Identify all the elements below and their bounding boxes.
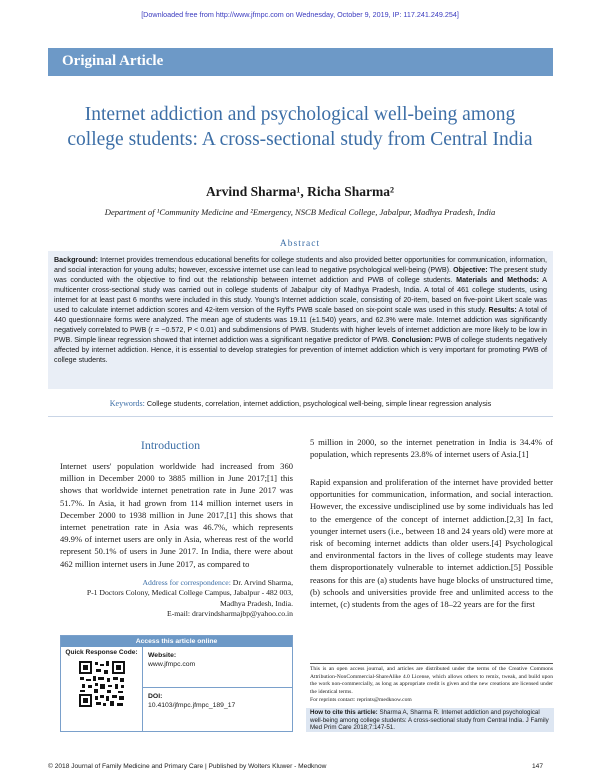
- website-cell: [143, 647, 292, 688]
- intro-paragraph-left: Internet users' population worldwide had increased from 360 million in December 2000 to 3885 million in June 2017;[1] this shows that worldwide internet penetration rate in June 2017 was 51.7%. In Asia, it had grown from 114 million internet users in December 2000 to 1938 million in June 2017,[1] this shows that internet penetration rate in Asia was 46.7%, which represents 49.9% of internet users are only in Asia, whereas rest of the world represent 50.1% of users in June 2017. In India, there were about 462 million internet users in June 2017, as compared to: [60, 461, 293, 569]
- keywords-text: College students, correlation, internet addiction, psychological well-being, simple linear regression analysis: [146, 399, 492, 408]
- citation-text: Sharma A, Sharma R. Internet addiction and psychological well-being among college students: A cross-sectional study from Central India. J Family Med Prim Care 2018;7:147-51.: [310, 709, 549, 732]
- introduction-heading: Introduction: [140, 438, 201, 452]
- conclusion-label: Conclusion:: [391, 336, 433, 345]
- keywords-line: [48, 399, 553, 408]
- doi-cell: [143, 688, 292, 730]
- section-divider: [48, 416, 553, 417]
- reprints-contact: For reprints contact: reprints@medknow.com: [310, 697, 412, 703]
- correspondence-address-2: Madhya Pradesh, India.: [219, 598, 293, 608]
- methods-text: A multicenter cross-sectional study was carried out in college students of Jabalpur city of Madhya Pradesh, India. A total of 461 college students, using internet for at least past 6 months were included in this study. Young's Internet addiction scale, consisting of 20-item, based on five-point Likert scale was used to calculate internet addiction scores and 42-item version of the Ryff's PWB scale based on six-point scale was used in this study.: [54, 276, 547, 315]
- website-label: Website:: [148, 652, 177, 659]
- abstract-heading: Abstract: [279, 239, 321, 249]
- correspondence-block: [60, 578, 293, 619]
- download-banner: [Downloaded free from http://www.jfmpc.com on Wednesday, October 9, 2019, IP: 117.241.249.254]: [141, 10, 459, 19]
- objective-label: Objective:: [453, 266, 488, 275]
- conclusion-text: PWB of college students negatively affected by internet addiction. Hence, it is essential to develop strategies for prevention of internet addiction which is very important for promoting PWB of college students.: [54, 336, 548, 365]
- footer-copyright: © 2018 Journal of Family Medicine and Primary Care | Published by Wolters Kluwer - Medknow: [48, 763, 327, 770]
- background-label: Background:: [54, 256, 99, 264]
- qr-code-icon[interactable]: [78, 660, 126, 708]
- paper-title: Internet addiction and psychological well-being among college students: A cross-sectional study from Central India: [67, 104, 533, 150]
- correspondence-label: Address for correspondence:: [142, 578, 231, 587]
- methods-label: Materials and Methods:: [456, 276, 539, 285]
- abstract-box: [48, 251, 553, 389]
- correspondence-address-1: P-1 Doctors Colony, Medical College Campus, Jabalpur - 482 003,: [86, 588, 293, 598]
- keywords-label: Keywords:: [109, 399, 145, 408]
- page-number: 147: [532, 763, 544, 770]
- intro-paragraph-right-2: Rapid expansion and proliferation of the internet have provided better opportunities for communication, information, and social interaction. However, the excessive undisciplined use by some individuals has led to the emergence of the concept of internet addiction.[2,3] In fact, younger internet users (i.e., between 18 and 24 years old) were more at risk of becoming internet addicts than older users.[4] Psychological and environmental factors in the lives of college students may leave them disproportionately vulnerable to internet addiction.[5] Possible reasons for this are (a) students have huge blocks of unstructured time, (b) schools and universities provide free and unlimited access to the internet, (c) students from the ages of 18–22 years are for the first: [310, 477, 553, 610]
- correspondence-email[interactable]: E-mail: drarvindsharmajbp@yahoo.co.in: [167, 608, 293, 618]
- license-divider: [310, 663, 553, 664]
- doi-label: DOI:: [148, 693, 163, 700]
- intro-paragraph-right-1: 5 million in 2000, so the internet penetration in India is 34.4% of population, which represents 23.8% of internet users of Asia.[1]: [310, 437, 553, 460]
- results-text: A total of 440 questionnaire forms were analyzed. The mean age of students was 19.11 (±1.540) years, and 62.3% were male. Internet addiction was significantly negatively correlated to PWB (r = −0.572, P < 0.01) and subdimensions of PWB. Students with higher levels of internet addiction are more likely to be low in PWB. Simple linear regression showed that internet addiction was a significant negative predictor of PWB.: [54, 306, 548, 345]
- article-type-label: Original Article: [62, 53, 164, 69]
- doi-link[interactable]: 10.4103/jfmpc.jfmpc_189_17: [148, 702, 236, 709]
- qr-cell: [61, 647, 143, 731]
- results-label: Results:: [488, 306, 517, 315]
- author-affiliation: Department of ¹Community Medicine and ²Emergency, NSCB Medical College, Jabalpur, Madhya Pradesh, India: [104, 207, 496, 217]
- objective-text: The present study was conducted with the objective to find out the relationship between internet addiction and PWB of college students.: [54, 266, 548, 285]
- background-text: Internet provides tremendous educational benefits for college students and also provided better opportunities for communication, information, and social interaction for young adults; however, excessive internet use can lead to negative psychological well-being (PWB).: [54, 256, 548, 275]
- author-list: Arvind Sharma¹, Richa Sharma²: [205, 184, 395, 199]
- license-note: This is an open access journal, and articles are distributed under the terms of the Creative Commons Attribution-NonCommercial-ShareAlike 4.0 License, which allows others to remix, tweak, and build upon the work non-commercially, as long as appropriate credit is given and the new creations are licensed under the identical terms.: [310, 666, 553, 695]
- citation-box: [306, 708, 554, 732]
- access-header: Access this article online: [61, 636, 292, 647]
- correspondence-name: Dr. Arvind Sharma,: [232, 578, 293, 587]
- website-link[interactable]: www.jfmpc.com: [148, 661, 196, 668]
- qr-label: Quick Response Code:: [65, 649, 138, 656]
- article-type-bar: [48, 48, 553, 76]
- citation-label: How to cite this article:: [310, 709, 378, 716]
- access-online-box: [60, 635, 293, 732]
